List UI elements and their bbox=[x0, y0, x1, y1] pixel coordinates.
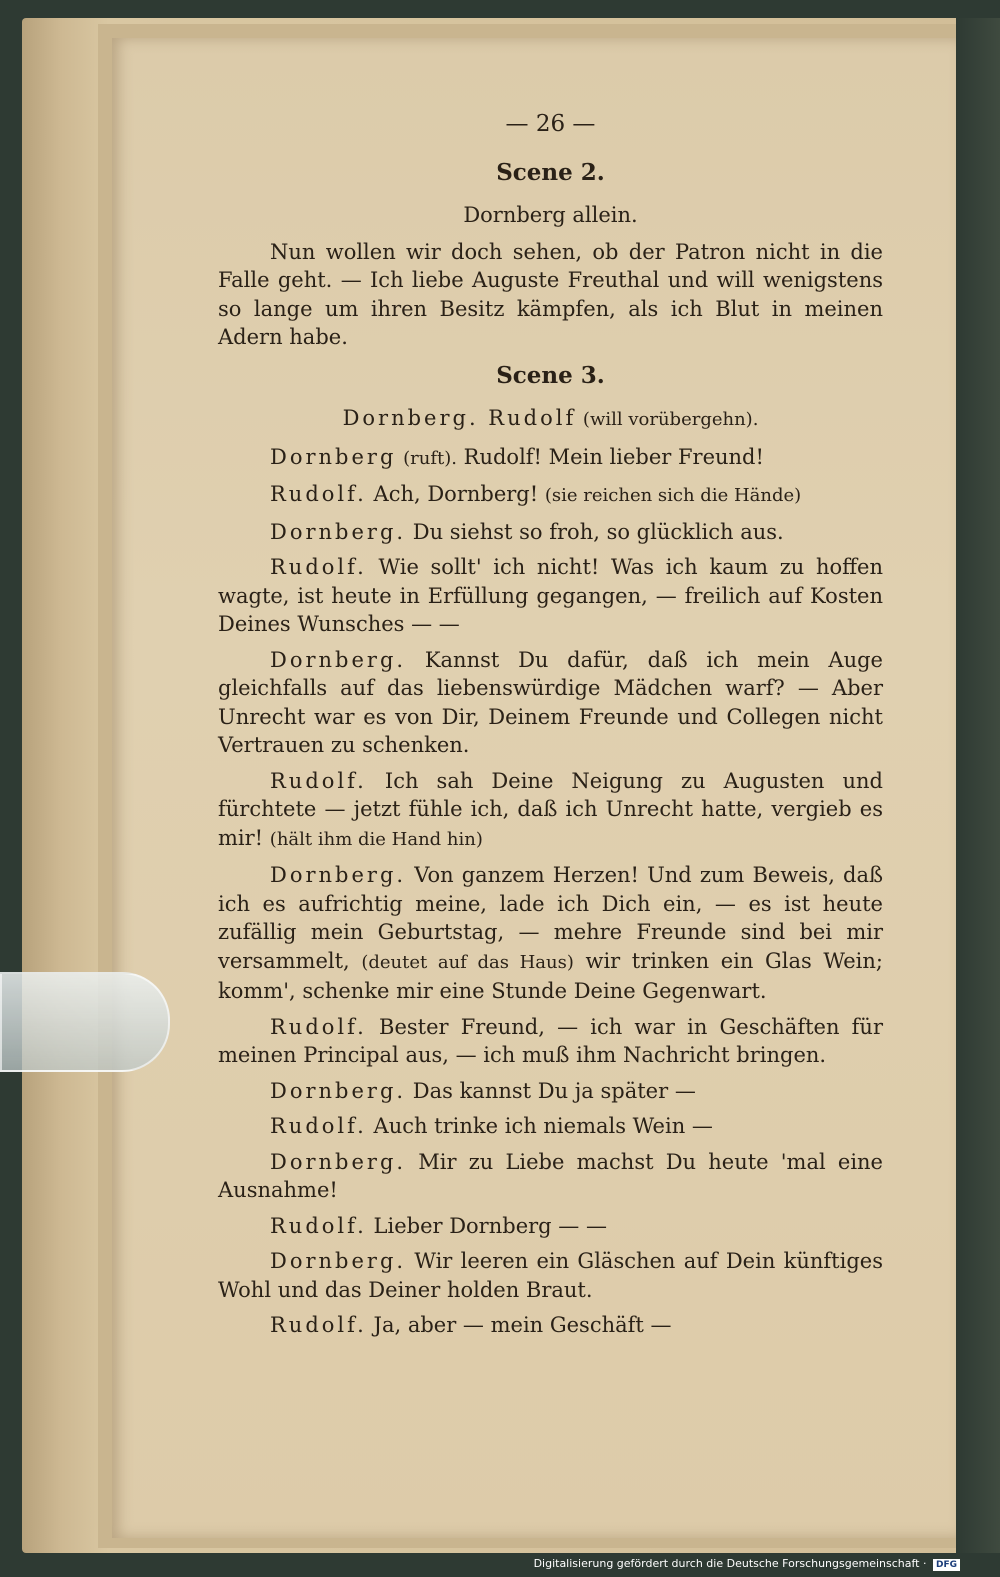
dialogue-text: Bester Freund, — ich war in Geschäften für meinen Principal aus, — ich muß ihm Nachricht bringen. bbox=[218, 1014, 883, 1067]
dialogue-text: Auch trinke ich niemals Wein — bbox=[373, 1114, 713, 1138]
right-background-strip bbox=[956, 18, 1000, 1553]
stage-direction: (ruft). bbox=[403, 447, 457, 469]
stage-direction: (sie reichen sich die Hände) bbox=[544, 485, 802, 506]
dialogue-line bbox=[218, 1247, 883, 1304]
dialogue-text: Das kannst Du ja später — bbox=[412, 1078, 696, 1103]
dialogue-text: Von ganzem Herzen! Und zum Beweis, daß ich es aufrichtig meine, lade ich Dich ein, — es ist heute zufällig mein Geburtstag, — mehre Freunde sind bei mir versammelt, bbox=[218, 863, 883, 973]
speaker-name: Rudolf. bbox=[270, 1213, 367, 1238]
speaker-name: Rudolf. bbox=[270, 1014, 367, 1039]
dialogue-line bbox=[218, 1112, 883, 1141]
speaker-name: Dornberg. bbox=[270, 647, 407, 672]
dialogue-line bbox=[218, 1013, 883, 1070]
speaker-name: Rudolf. bbox=[270, 768, 367, 793]
scene-2-stage-direction: Dornberg allein. bbox=[463, 203, 638, 227]
dialogue-line bbox=[218, 518, 883, 547]
scene-3-speakers: Dornberg. Rudolf bbox=[342, 406, 577, 430]
dialogue-line bbox=[218, 1212, 883, 1241]
scene-2-monologue: Nun wollen wir doch sehen, ob der Patron nicht in die Falle geht. — Ich liebe Auguste Freuthal und will wenigstens so lange um ihren Besitz kämpfen, als ich Blut in meinen Adern habe. bbox=[218, 239, 883, 349]
speaker-name: Rudolf. bbox=[270, 482, 367, 506]
speaker-name: Dornberg. bbox=[270, 519, 407, 544]
dialogue-line bbox=[218, 1077, 883, 1106]
speaker-name: Rudolf. bbox=[270, 555, 367, 579]
page-clip bbox=[0, 972, 170, 1072]
page-text bbox=[218, 110, 883, 1347]
dialogue-text: Mir zu Liebe machst Du heute 'mal eine Ausnahme! bbox=[218, 1149, 883, 1202]
dialogue-text: Lieber Dornberg — — bbox=[373, 1213, 607, 1238]
dialogue-text: Ach, Dornberg! bbox=[373, 482, 539, 506]
scene-2-heading: Scene 2. bbox=[496, 158, 605, 186]
stage-direction: (hält ihm die Hand hin) bbox=[269, 828, 483, 850]
dialogue-line bbox=[218, 443, 883, 474]
stage-direction: (deutet auf das Haus) bbox=[361, 951, 574, 973]
dialogue-line bbox=[218, 1311, 883, 1340]
dialogue-line bbox=[218, 553, 883, 639]
dfg-logo: DFG bbox=[933, 1559, 960, 1571]
dialogue-text: Kannst Du dafür, daß ich mein Auge gleichfalls auf das liebenswürdige Mädchen warf? — Aber Unrecht war es von Dir, Deinem Freunde und Collegen nicht Vertrauen zu schenken. bbox=[218, 647, 883, 757]
scene-3-heading: Scene 3. bbox=[496, 361, 605, 389]
dialogue-line bbox=[218, 480, 883, 511]
dialogue-text: Rudolf! Mein lieber Freund! bbox=[463, 444, 764, 469]
speaker-name: Dornberg. bbox=[270, 1078, 407, 1103]
scene-3-direction: (will vorübergehn). bbox=[582, 409, 759, 430]
dialogue-text: wir trinken ein Glas Wein; komm', schenke mir eine Stunde Deine Gegenwart. bbox=[218, 948, 883, 1003]
dialogue-text: Du siehst so froh, so glücklich aus. bbox=[412, 519, 784, 544]
dialogue-line bbox=[218, 767, 883, 855]
speaker-name: Rudolf. bbox=[270, 1313, 367, 1337]
speaker-name: Dornberg bbox=[270, 444, 397, 469]
dialogue-line bbox=[218, 1148, 883, 1205]
dialogue-text: Ja, aber — mein Geschäft — bbox=[373, 1313, 672, 1337]
speaker-name: Dornberg. bbox=[270, 863, 407, 887]
page-number: — 26 — bbox=[505, 111, 596, 137]
dialogue bbox=[218, 443, 883, 1340]
dialogue-text: Ich sah Deine Neigung zu Augusten und fürchtete — jetzt fühle ich, daß ich Unrecht hatte, vergieb es mir! bbox=[218, 768, 883, 850]
speaker-name: Dornberg. bbox=[270, 1249, 407, 1273]
speaker-name: Rudolf. bbox=[270, 1114, 367, 1138]
dialogue-text: Wie sollt' ich nicht! Was ich kaum zu hoffen wagte, ist heute in Erfüllung gegangen, — freilich auf Kosten Deines Wunsches — — bbox=[218, 555, 883, 636]
footer-credit-text: Digitalisierung gefördert durch die Deutsche Forschungsgemeinschaft · bbox=[533, 1557, 927, 1570]
scene-3-stage-direction bbox=[218, 404, 883, 435]
dialogue-line bbox=[218, 861, 883, 1006]
dialogue-line bbox=[218, 646, 883, 760]
dialogue-text: Wir leeren ein Gläschen auf Dein künftiges Wohl und das Deiner holden Braut. bbox=[218, 1249, 883, 1302]
speaker-name: Dornberg. bbox=[270, 1149, 407, 1174]
footer-credit bbox=[534, 1557, 960, 1571]
